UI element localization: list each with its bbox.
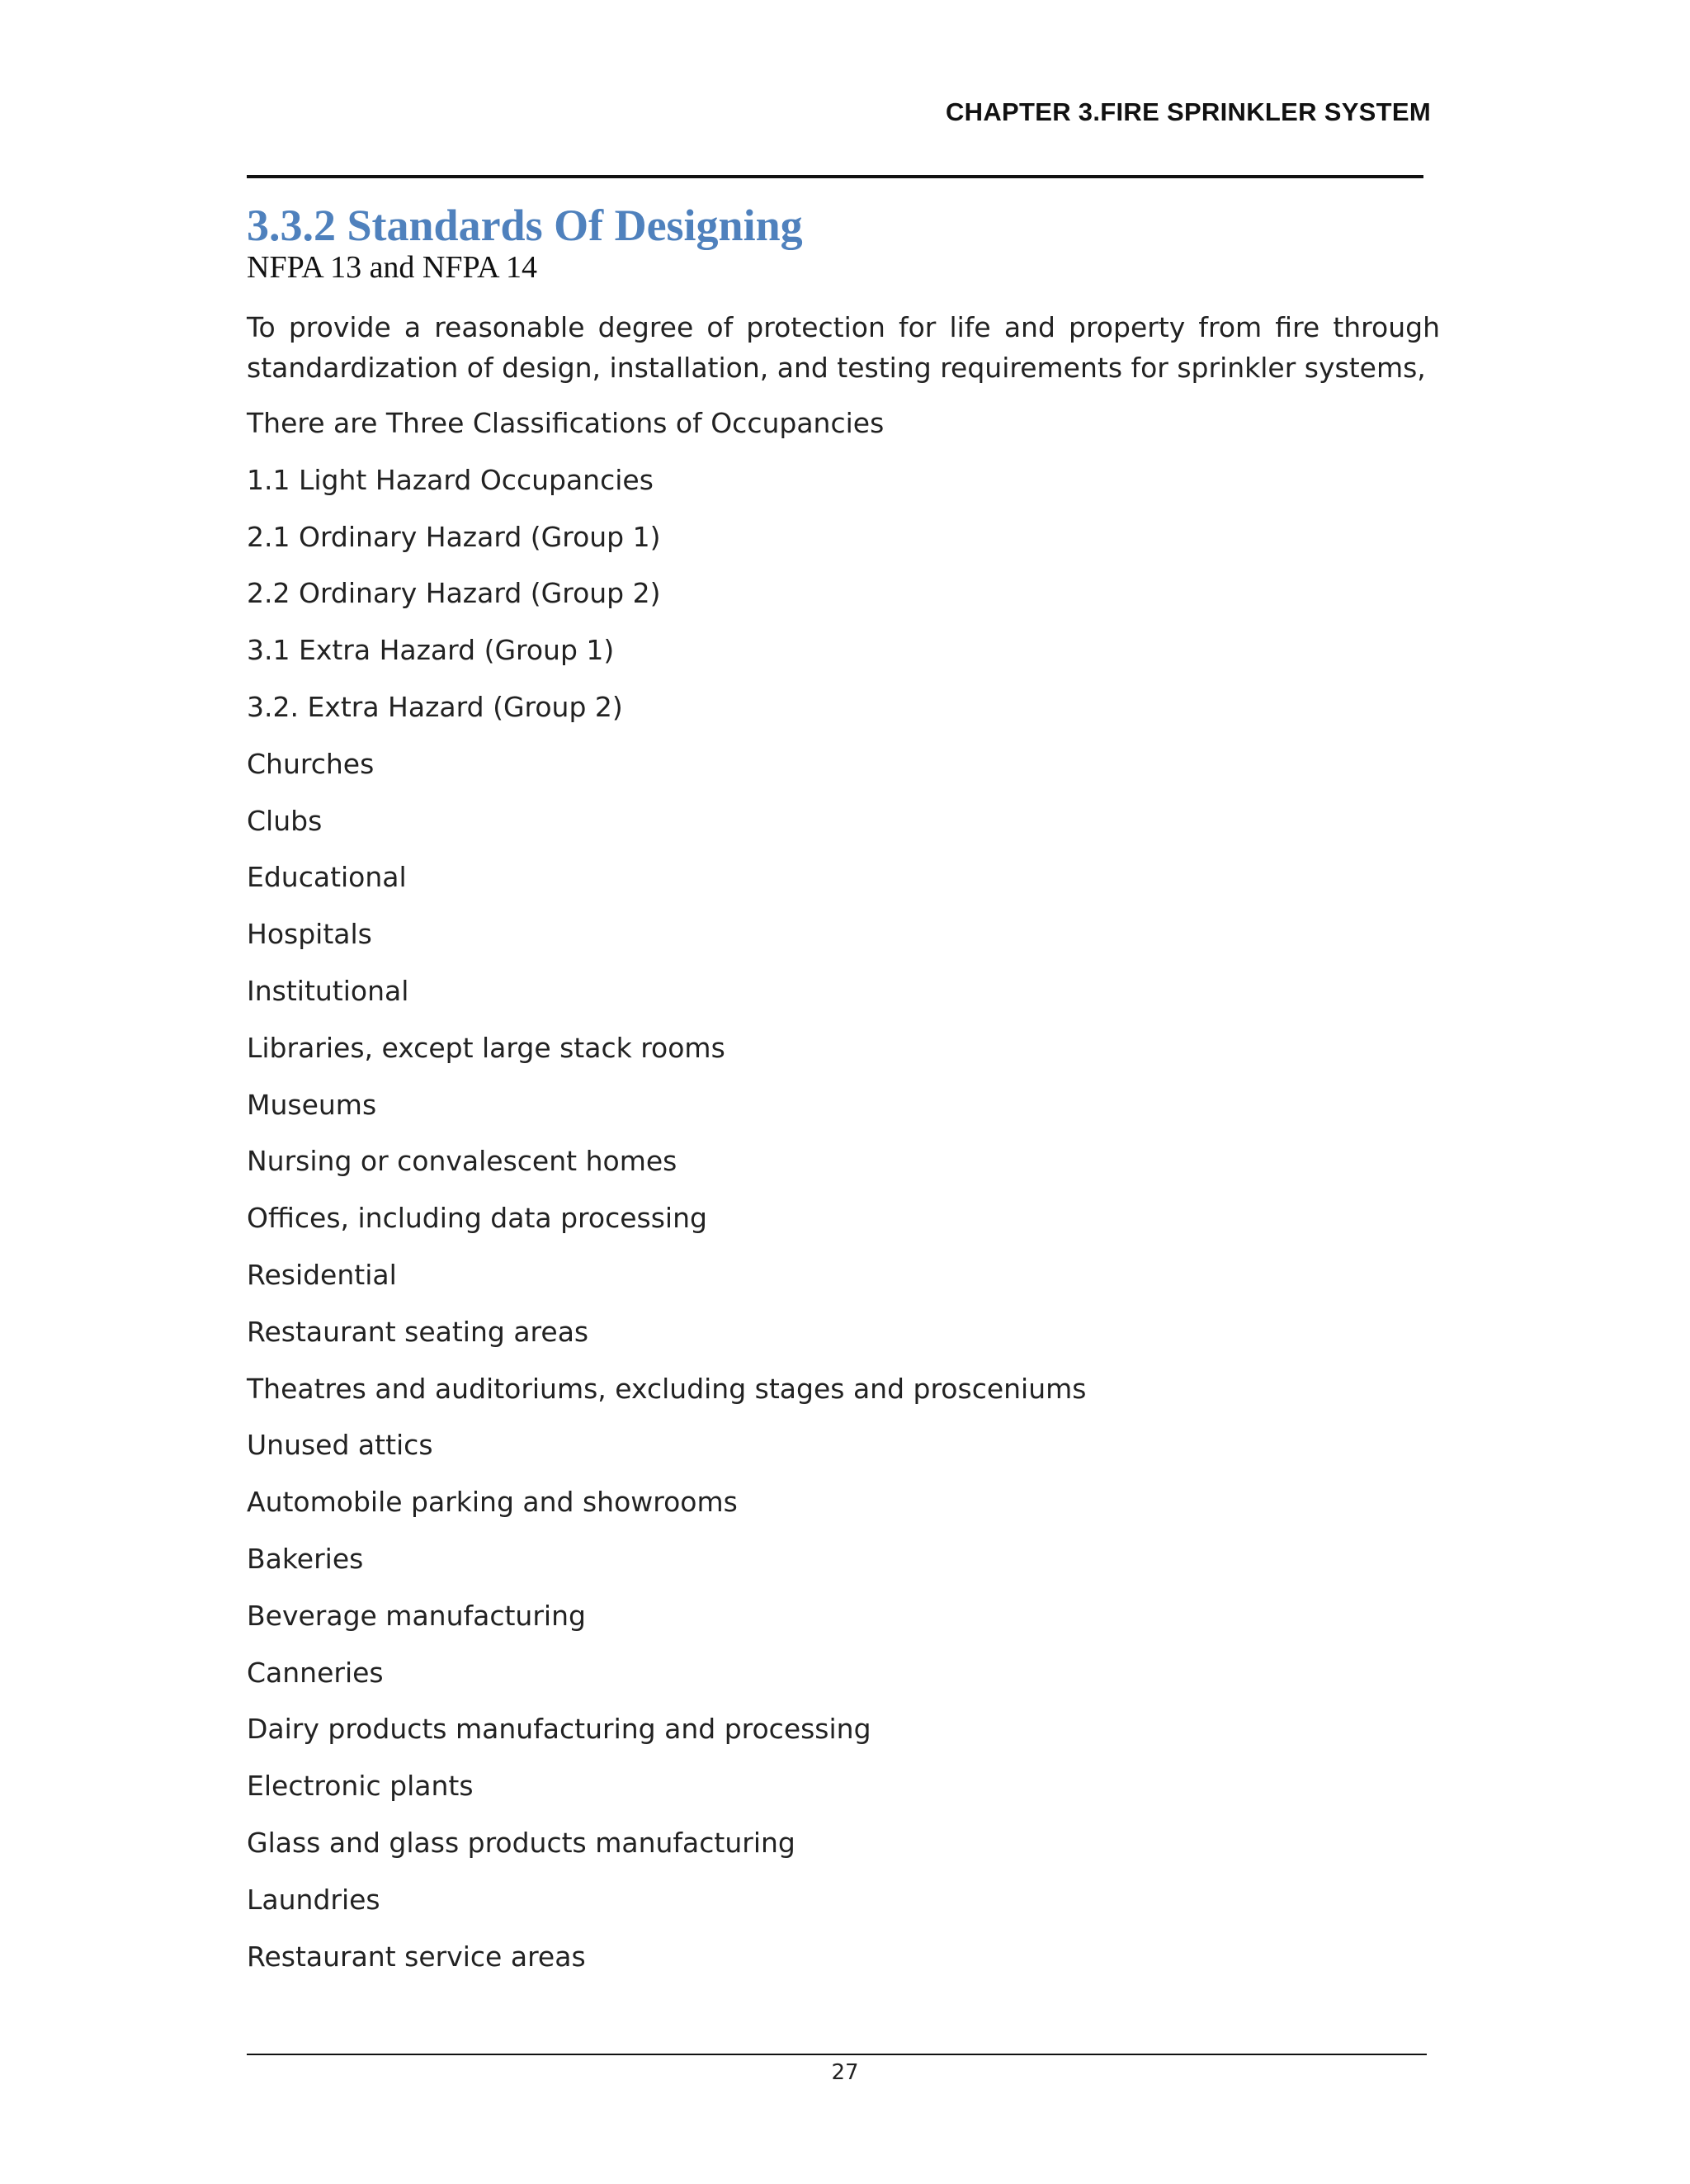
classification-intro: There are Three Classifications of Occupancies	[247, 407, 885, 439]
list-item: 3.1 Extra Hazard (Group 1)	[247, 634, 615, 667]
running-header: CHAPTER 3.FIRE SPRINKLER SYSTEM	[945, 97, 1431, 126]
list-item: Glass and glass products manufacturing	[247, 1826, 795, 1859]
list-item: Electronic plants	[247, 1770, 474, 1803]
list-item: 3.2. Extra Hazard (Group 2)	[247, 690, 623, 723]
intro-paragraph	[247, 307, 1440, 388]
intro-line: standardization of design, installation, and testing requirements for sprinkler systems,	[247, 352, 1426, 384]
list-item: Dairy products manufacturing and processing	[247, 1713, 871, 1746]
list-item: Automobile parking and showrooms	[247, 1486, 738, 1519]
list-item: Unused attics	[247, 1429, 433, 1462]
section-heading: 3.3.2 Standards Of Designing	[247, 201, 803, 250]
footer-rule	[247, 2054, 1427, 2055]
page-number: 27	[831, 2060, 859, 2085]
list-item: Bakeries	[247, 1542, 364, 1575]
list-item: Beverage manufacturing	[247, 1599, 586, 1632]
list-item: Theatres and auditoriums, excluding stages and prosceniums	[247, 1372, 1087, 1405]
list-item: Residential	[247, 1258, 397, 1291]
occupancy-list	[247, 403, 1086, 1993]
list-item: Nursing or convalescent homes	[247, 1145, 677, 1178]
list-item: Offices, including data processing	[247, 1202, 707, 1235]
list-item: Libraries, except large stack rooms	[247, 1031, 725, 1064]
intro-line: To provide a reasonable degree of protection for life and property from fire through	[247, 311, 1440, 343]
list-item: 2.2 Ordinary Hazard (Group 2)	[247, 577, 661, 610]
list-item: 1.1 Light Hazard Occupancies	[247, 463, 654, 496]
list-item: Museums	[247, 1088, 377, 1121]
list-item: Institutional	[247, 974, 409, 1007]
list-item: Restaurant service areas	[247, 1940, 586, 1973]
list-item: Educational	[247, 861, 407, 894]
list-item: Canneries	[247, 1656, 384, 1689]
list-item: Clubs	[247, 804, 323, 837]
list-item: 2.1 Ordinary Hazard (Group 1)	[247, 520, 661, 553]
list-item: Hospitals	[247, 918, 372, 951]
header-rule	[247, 175, 1423, 178]
list-item: Laundries	[247, 1883, 380, 1916]
list-item: Restaurant seating areas	[247, 1315, 589, 1348]
list-item: Churches	[247, 747, 375, 780]
section-subheading: NFPA 13 and NFPA 14	[247, 250, 538, 285]
